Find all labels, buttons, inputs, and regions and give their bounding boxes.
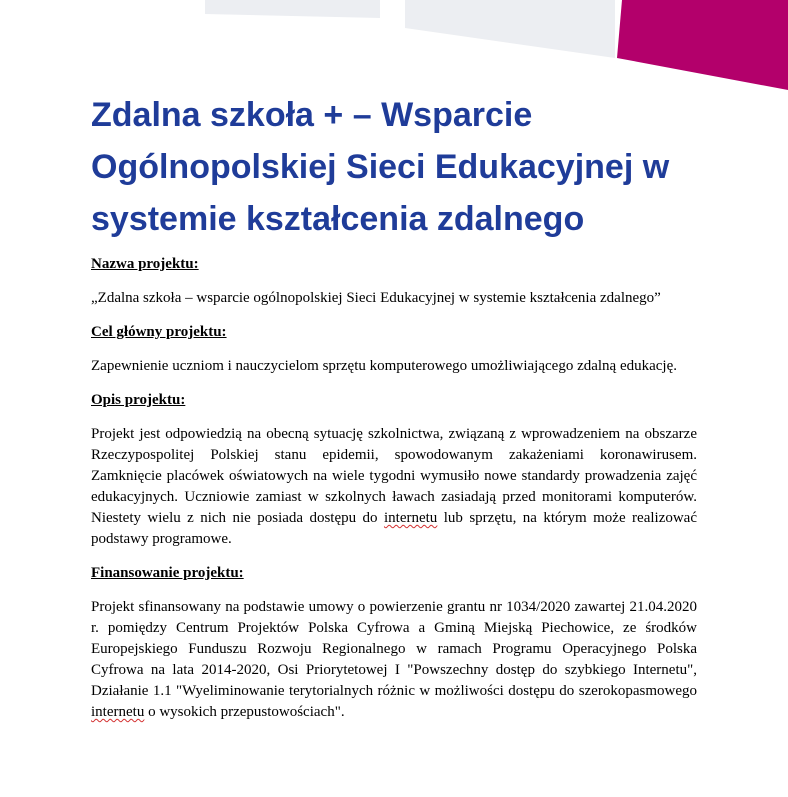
spellcheck-flagged-word[interactable]: internetu [383, 510, 438, 526]
financing-text-part-2: o wysokich przepustowościach". [144, 704, 345, 720]
header-decoration [0, 0, 788, 100]
document-title: Zdalna szkoła + – Wsparcie Ogólnopolskiej Sieci Edukacyjnej w systemie kształcenia zdalnego [91, 96, 670, 238]
section-heading-goal: Cel główny projektu: [91, 324, 227, 340]
section-heading-name: Nazwa projektu: [91, 256, 199, 272]
project-financing-text [91, 597, 697, 723]
spellcheck-flagged-word[interactable]: internetu [91, 704, 145, 720]
project-description-text [91, 424, 697, 550]
section-heading-description: Opis projektu: [91, 392, 186, 408]
gray-stripe-left [205, 0, 380, 18]
project-name-text: „Zdalna szkoła – wsparcie ogólnopolskiej Sieci Edukacyjnej w systemie kształcenia zdalnego” [91, 290, 661, 306]
gray-stripe-right [405, 0, 615, 58]
description-text-part-1: Projekt jest odpowiedzią na obecną sytuację szkolnictwa, związaną z wprowadzeniem na obszarze Rzeczypospolitej Polskiej stanu epidemii, spowodowanym zakażeniami koronawirusem. Zamknięcie placówek oświatowych na wiele tygodni wymusiło nowe standardy prowadzenia zajęć edukacyjnych. Uczniowie zamiast w szkolnych ławach zasiadają przed monitorami komputerów. Niestety wielu z nich nie posiada dostępu do [91, 426, 697, 526]
description-text-part-2: lub sprzętu, na którym może realizować podstawy programowe. [91, 510, 697, 547]
section-heading-financing: Finansowanie projektu: [91, 565, 244, 581]
magenta-accent-shape [617, 0, 788, 90]
project-goal-text: Zapewnienie uczniom i nauczycielom sprzętu komputerowego umożliwiającego zdalną edukację. [91, 358, 678, 374]
document-body [91, 254, 697, 736]
financing-text-part-1: Projekt sfinansowany na podstawie umowy o powierzenie grantu nr 1034/2020 zawartej 21.04.2020 r. pomiędzy Centrum Projektów Polska Cyfrowa a Gminą Miejską Piechowice, ze środków Europejskiego Funduszu Rozwoju Regionalnego w ramach Programu Operacyjnego Polska Cyfrowa na lata 2014-2020, Osi Priorytetowej I "Powszechny dostęp do szybkiego Internetu", Działanie 1.1 "Wyeliminowanie terytorialnych różnic w możliwości dostępu do szerokopasmowego [91, 599, 697, 699]
